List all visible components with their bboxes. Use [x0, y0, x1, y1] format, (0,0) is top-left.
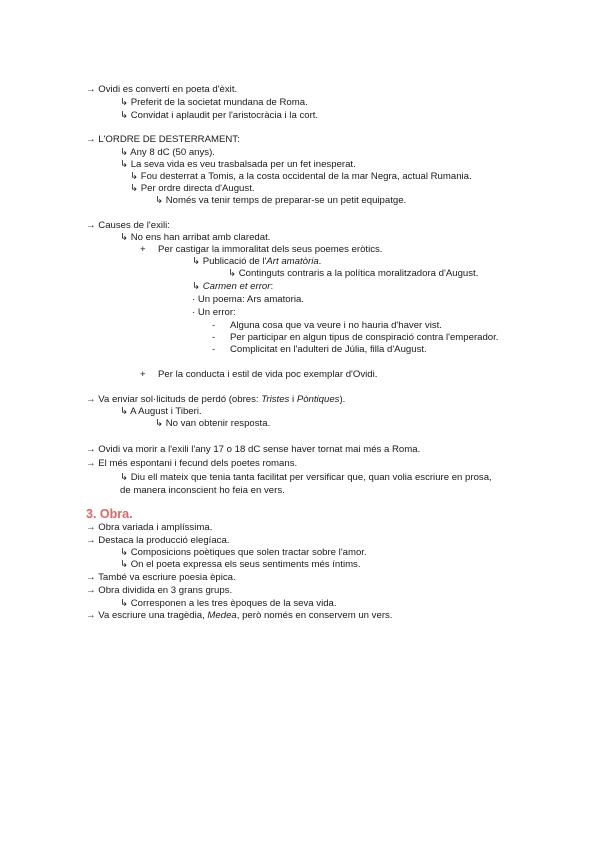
section-heading: 3. Obra. — [86, 507, 133, 521]
text-line: ↳ Diu ell mateix que tenia tanta facilitat per versificar que, quan volia escriure en prosa, — [120, 472, 492, 483]
text-line: ↳ La seva vida es veu trasbalsada per un fet inesperat. — [120, 159, 356, 170]
text-line: → El més espontani i fecund dels poetes romans. — [86, 458, 298, 469]
text-line: → L'ORDRE DE DESTERRAMENT: — [86, 134, 240, 145]
italic-title: Pòntiques — [296, 394, 340, 405]
text-line: → Obra dividida en 3 grans grups. — [86, 585, 233, 596]
text-line: ↳ A August i Tiberi. — [120, 406, 202, 417]
text-line: ↳ Només va tenir temps de preparar-se un petit equipatge. — [155, 195, 407, 206]
text-line: → Ovidi es convertí en poeta d'èxit. — [86, 84, 238, 95]
text-run: : — [270, 281, 274, 292]
dash-bullet: - — [212, 320, 216, 331]
text-line — [192, 281, 273, 293]
plus-bullet: + — [140, 369, 146, 380]
text-line — [86, 394, 345, 406]
dash-bullet: - — [212, 332, 216, 343]
text-line: → Ovidi va morir a l'exili l'any 17 o 18 dC sense haver tornat mai més a Roma. — [86, 444, 421, 455]
text-run: ↳ Publicació de l' — [192, 256, 267, 267]
text-line: ↳ No ens han arribat amb claredat. — [120, 232, 271, 243]
text-line: → Causes de l'exili: — [86, 220, 170, 231]
text-run: , però només en conservem un vers. — [236, 610, 393, 621]
text-line: de manera inconscient ho feia en vers. — [120, 485, 285, 496]
text-line — [86, 610, 392, 622]
text-line: → Destaca la producció elegíaca. — [86, 535, 230, 546]
text-run: ). — [339, 394, 346, 405]
italic-title: Carmen et error — [202, 281, 271, 292]
plus-bullet: + — [140, 244, 146, 255]
italic-title: Medea — [207, 610, 237, 621]
text-line: ↳ Continguts contraris a la política moralitzadora d'August. — [228, 268, 479, 279]
text-line: → Obra variada i amplíssima. — [86, 522, 213, 533]
text-line: ↳ On el poeta expressa els seus sentiments més íntims. — [120, 559, 361, 570]
text-line: ↳ Preferit de la societat mundana de Roma. — [120, 97, 308, 108]
text-line: ↳ Fou desterrat a Tomis, a la costa occidental de la mar Negra, actual Rumania. — [130, 171, 472, 182]
text-line: Per la conducta i estil de vida poc exemplar d'Ovidi. — [158, 369, 378, 380]
italic-title: Art amatòria — [266, 256, 319, 267]
text-run: . — [318, 256, 322, 267]
dash-bullet: - — [212, 344, 216, 355]
text-line: ↳ Any 8 dC (50 anys). — [120, 147, 215, 158]
text-line: ↳ Per ordre directa d'August. — [130, 183, 255, 194]
text-line: ↳ Composicions poètiques que solen tractar sobre l'amor. — [120, 547, 367, 558]
text-run: → Va enviar sol·licituds de perdó (obres: — [86, 394, 262, 405]
text-run: → Va escriure una tragèdia, — [86, 610, 208, 621]
text-line: ↳ Corresponen a les tres èpoques de la seva vida. — [120, 598, 337, 609]
text-line: Per participar en algun tipus de conspiració contra l'emperador. — [230, 332, 499, 343]
text-line: · Un error: — [192, 307, 236, 318]
text-line: ↳ No van obtenir resposta. — [155, 418, 271, 429]
text-line: Complicitat en l'adulteri de Júlia, filla d'August. — [230, 344, 427, 355]
text-line: ↳ Convidat i aplaudit per l'aristocràcia i la cort. — [120, 110, 319, 121]
text-line: Alguna cosa que va veure i no hauria d'haver vist. — [230, 320, 442, 331]
text-run: ↳ — [192, 281, 203, 292]
text-line: · Un poema: Ars amatoria. — [192, 294, 304, 305]
text-line — [192, 256, 321, 268]
text-run: i — [289, 394, 297, 405]
italic-title: Tristes — [261, 394, 290, 405]
text-line: → També va escriure poesia èpica. — [86, 572, 236, 583]
text-line: Per castigar la immoralitat dels seus poemes eròtics. — [158, 244, 383, 255]
